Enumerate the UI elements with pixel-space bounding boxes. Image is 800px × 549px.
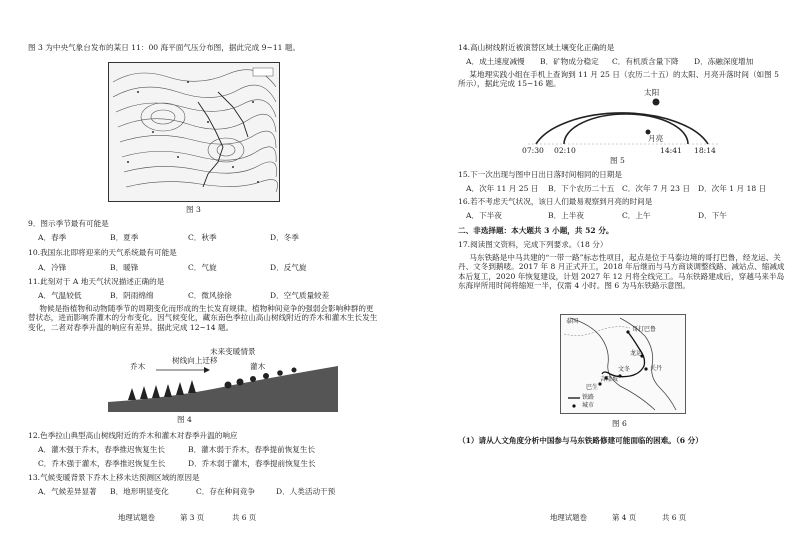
- q11-option-c: C．微风徐徐: [188, 291, 232, 300]
- fig6-legend-railway: 铁路: [582, 394, 595, 401]
- passage-sun-moon: 某地理实践小组在手机上查询到 11 月 25 日（农历二十五）的太阳、月亮升落时间（如图 5 所示），据此完成 15~16 题。: [458, 70, 779, 89]
- section-heading: 二、非选择题：本大题共 3 小题，共 52 分。: [458, 226, 614, 235]
- q11-stem: 11.此刻对于 A 地天气状况描述正确的是: [28, 277, 165, 286]
- fig4-caption: 图 4: [177, 415, 192, 424]
- right-footer-page: 第 4 页: [612, 513, 637, 522]
- q10-option-b: B．暖锋: [110, 263, 139, 272]
- q13-option-c: C．存在种间竞争: [196, 487, 255, 496]
- fig5-time-4: 18:14: [694, 146, 716, 155]
- q9-stem: 9．图示季节最有可能是: [28, 219, 109, 228]
- treeline-figure: [108, 358, 338, 412]
- left-footer-total: 共 6 页: [232, 513, 257, 522]
- q15-stem: 15.下一次出现与图中日出日落时间相同的日期是: [458, 170, 622, 179]
- fig5-time-3: 14:41: [660, 146, 682, 155]
- fig4-tree-label: 乔木: [130, 362, 146, 371]
- q11-option-b: B．阴雨绵绵: [110, 291, 154, 300]
- fig4-shift-label: 树线向上迁移: [172, 356, 218, 365]
- railway-map-figure: [560, 314, 686, 414]
- fig5-time-1: 07:30: [522, 146, 544, 155]
- fig6-legend-city: 城市: [582, 402, 595, 409]
- left-footer-name: 地理试题卷: [118, 513, 155, 522]
- q11-option-a: A．气温较低: [38, 291, 82, 300]
- q14-option-a: A．成土速度减慢: [466, 57, 525, 66]
- fig5-caption: 图 5: [610, 156, 625, 165]
- q17-part1: （1）请从人文角度分析中国参与马东铁路修建可能面临的困难。（6 分）: [458, 436, 703, 445]
- q16-stem: 16.若不考虑天气状况，该日人们最易观察到月亮的时间是: [458, 197, 653, 206]
- fig4-title: 未来变暖情景: [210, 347, 256, 356]
- q12-option-a: A．灌木强于乔木，春季推迟恢复生长: [38, 445, 165, 454]
- q14-option-c: C．有机质含量下降: [612, 57, 679, 66]
- q10-option-d: D．反气旋: [270, 263, 307, 272]
- q16-option-a: A．下半夜: [466, 211, 502, 220]
- q15-option-c: C．次年 7 月 23 日: [622, 184, 690, 193]
- fig6-kuantan-label: 关丹: [650, 365, 663, 372]
- right-footer-name: 地理试题卷: [550, 513, 587, 522]
- q15-option-a: A．次年 11 月 25 日: [466, 184, 539, 193]
- q17-stem: 17.阅读图文资料，完成下列要求。（18 分）: [458, 240, 608, 249]
- intro-text: 图 3 为中央气象台发布的某日 11：00 海平面气压分布图，据此完成 9~11 题。: [28, 43, 301, 52]
- q16-option-b: B．上半夜: [548, 211, 584, 220]
- sun-moon-figure: [522, 88, 718, 158]
- fig6-thailand-label: 泰国: [566, 318, 579, 325]
- q14-option-b: B．矿物成分稳定: [540, 57, 599, 66]
- fig6-dungun-label: 龙运: [630, 350, 643, 357]
- fig6-kl-label: 吉隆坡: [600, 376, 619, 383]
- q10-option-a: A．冷锋: [38, 263, 67, 272]
- q12-option-b: B．灌木弱于乔木，春季提前恢复生长: [188, 445, 316, 454]
- railway-map: [560, 314, 686, 414]
- right-page: [400, 0, 800, 549]
- q9-option-c: C．秋季: [188, 233, 217, 242]
- fig5-moon-label: 月亮: [648, 134, 664, 143]
- fig5-time-2: 02:10: [554, 146, 576, 155]
- fig6-pj-label: 巴生: [586, 384, 599, 391]
- q12-option-c: C．乔木强于灌木，春季推迟恢复生长: [38, 459, 166, 468]
- passage-railway: 马东铁路是中马共建的“一带一路”标志性项目，起点是位于马泰边境的哥打巴鲁，经龙运、关丹、文冬到鹅唛。2017 年 8 月正式开工，2018 年后继而与马方商谈调整线路、减站点、缩减成本后复工，2020 年恢复建设，计划 2027 年 12 月将全线完工。马东铁路建成后，穿越马来半岛东海岸所用时间将缩短一半，仅需 4 小时。图 6 为马东铁路示意图。: [458, 253, 785, 291]
- q12-option-d: D．乔木弱于灌木，春季提前恢复生长: [188, 459, 316, 468]
- pressure-map-figure: [108, 62, 280, 202]
- q14-option-d: D．冻融深度增加: [694, 57, 754, 66]
- left-footer-page: 第 3 页: [180, 513, 205, 522]
- q13-stem: 13.气候变暖背景下乔木上移未达预测区域的原因是: [28, 473, 200, 482]
- fig3-caption: 图 3: [186, 205, 201, 214]
- fig4-shrub-label: 灌木: [250, 362, 266, 371]
- passage-phenology: 物候是指植物和动物随季节的周期变化而形成的生长发育规律。植物种间竞争的强弱会影响种群的更替状态，进而影响乔灌木的分布变化。因气候变化，藏东南色季拉山高山树线附近的乔木和灌木生长发生变化，二者对春季升温的响应有差异。据此完成 12~14 题。: [28, 304, 378, 332]
- fig6-kotabharu-label: 哥打巴鲁: [632, 326, 657, 333]
- q13-option-b: B．地形明显变化: [110, 487, 169, 496]
- q13-option-a: A．气候差异显著: [38, 487, 97, 496]
- right-footer-total: 共 6 页: [662, 513, 687, 522]
- q15-option-d: D．次年 1 月 18 日: [698, 184, 767, 193]
- fig5-sun-label: 太阳: [644, 88, 660, 97]
- q13-option-d: D．人类活动干预: [276, 487, 336, 496]
- q16-option-c: C．上午: [622, 211, 651, 220]
- q10-stem: 10.我国东北即将迎来的天气系统最有可能是: [28, 248, 177, 257]
- pressure-map: [108, 62, 280, 202]
- fig6-bentong-label: 文冬: [618, 366, 631, 373]
- q16-option-d: D．下午: [698, 211, 727, 220]
- q9-option-d: D．冬季: [270, 233, 299, 242]
- q10-option-c: C．气旋: [188, 263, 217, 272]
- q15-option-b: B．下个农历二十五: [548, 184, 615, 193]
- fig6-caption: 图 6: [612, 419, 627, 428]
- q9-option-b: B．夏季: [110, 233, 139, 242]
- q14-stem: 14.高山树线附近被演替区域土壤变化正确的是: [458, 43, 615, 52]
- q11-option-d: D．空气质量较差: [270, 291, 330, 300]
- q9-option-a: A．春季: [38, 233, 67, 242]
- q12-stem: 12.色季拉山典型高山树线附近的乔木和灌木对春季升温的响应: [28, 431, 238, 440]
